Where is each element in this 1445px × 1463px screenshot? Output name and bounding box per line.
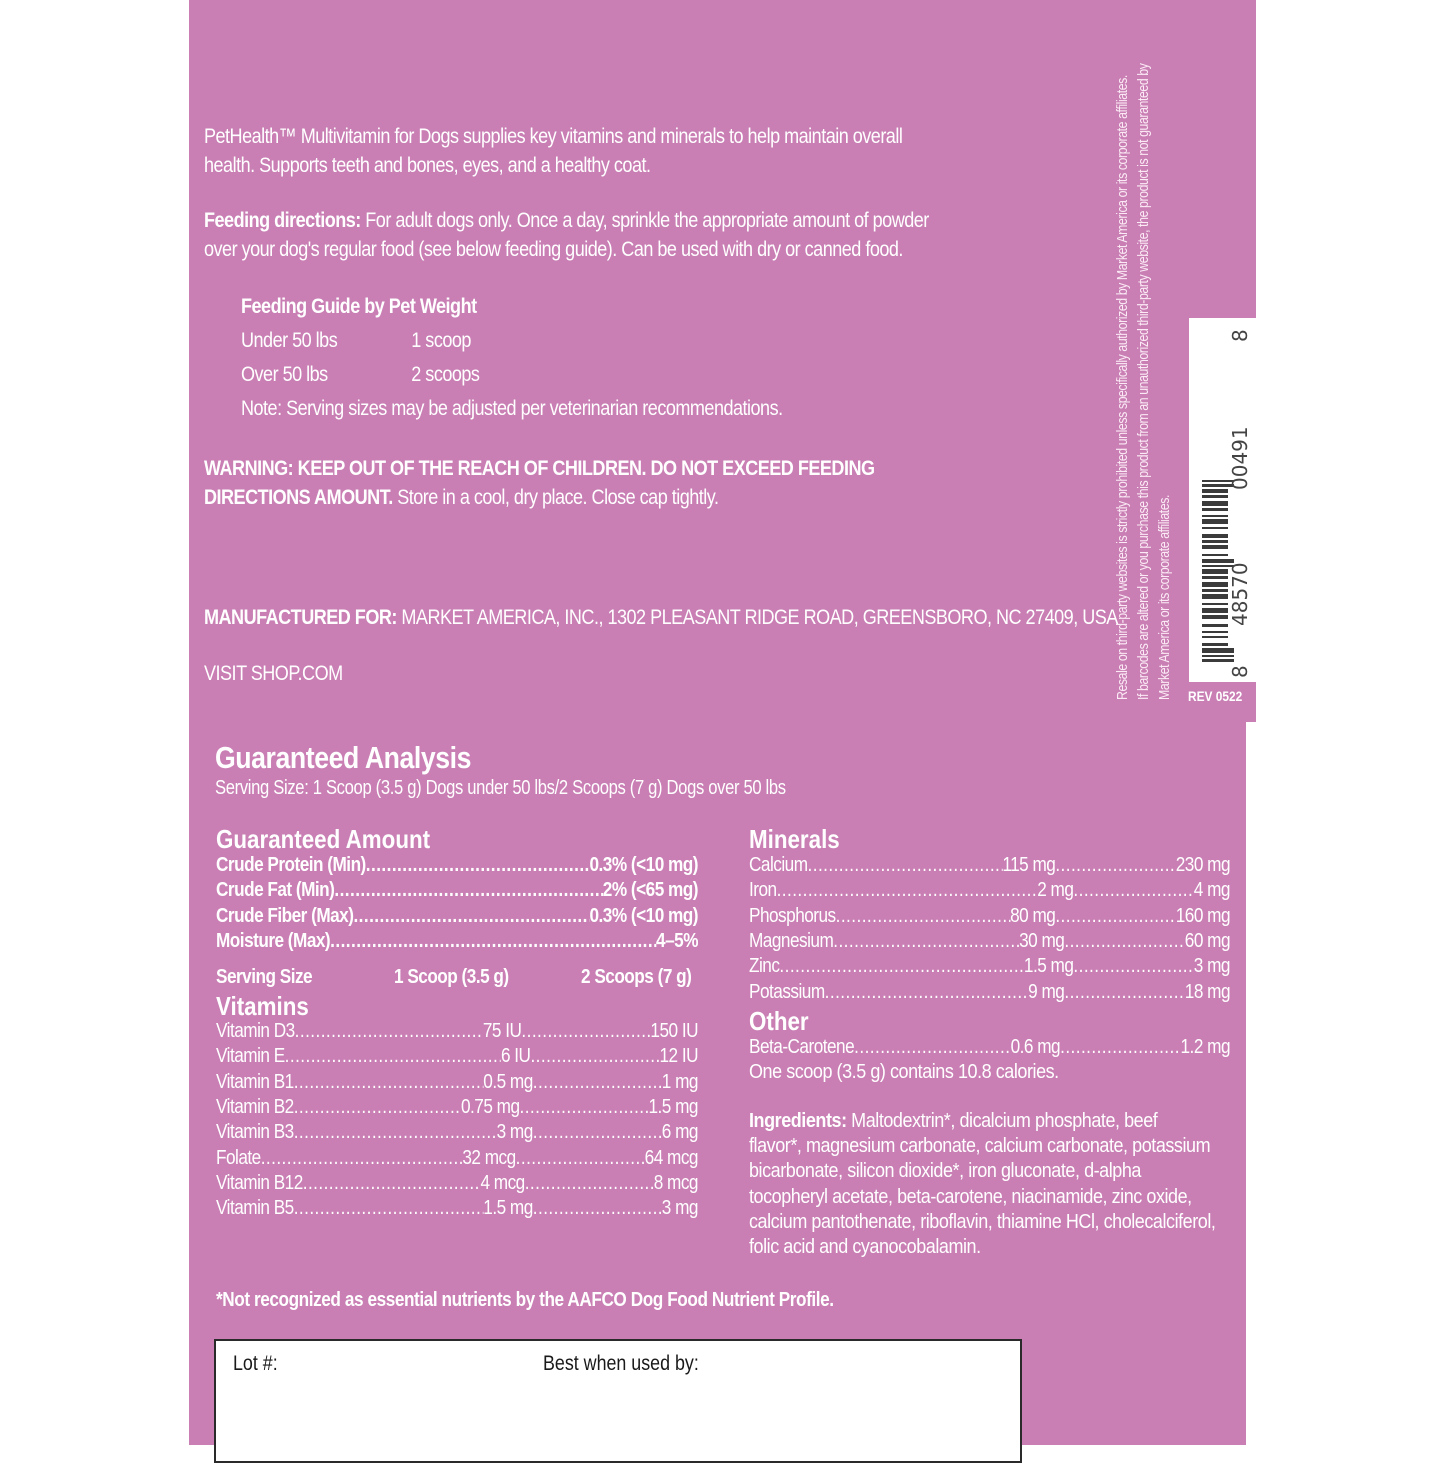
amount-two-scoops: 12 IU xyxy=(659,1045,698,1068)
dot-leader xyxy=(1064,929,1184,954)
ingredients-text: calcium pantothenate, riboflavin, thiamine HCl, cholecalciferol, xyxy=(749,1210,1216,1233)
nutrient-name: Vitamin B3 xyxy=(216,1121,294,1144)
barcode-digit: 8 xyxy=(1228,665,1252,678)
barcode-bars xyxy=(1202,344,1228,662)
feeding-guide-note: Note: Serving sizes may be adjusted per veterinarian recommendations. xyxy=(241,397,783,420)
description-line: PetHealth™ Multivitamin for Dogs supplies key vitamins and minerals to help maintain overall xyxy=(204,125,903,148)
dot-leader xyxy=(533,1070,662,1095)
nutrient-name: Vitamin D3 xyxy=(216,1020,295,1042)
nutrient-name: Iron xyxy=(749,879,777,902)
guaranteed-value: 2% (<65 mg) xyxy=(602,879,698,902)
warning-bold: DIRECTIONS AMOUNT. xyxy=(204,486,393,509)
dot-leader xyxy=(519,1095,648,1120)
dot-leader xyxy=(1055,853,1175,878)
best-by-label: Best when used by: xyxy=(543,1352,699,1375)
disclaimer-line: Market America or its corporate affiliates. xyxy=(1156,495,1173,700)
amount-one-scoop: 30 mg xyxy=(1019,929,1065,952)
vitamin-row xyxy=(216,1196,698,1221)
dot-leader xyxy=(1064,980,1184,1005)
dot-leader xyxy=(825,980,1029,1005)
amount-two-scoops: 1.2 mg xyxy=(1180,1036,1230,1058)
manufacturer-address: MARKET AMERICA, INC., 1302 PLEASANT RIDGE ROAD, GREENSBORO, NC 27409, USA xyxy=(396,606,1118,629)
product-description xyxy=(204,122,902,180)
dot-leader xyxy=(530,1044,659,1069)
dot-leader xyxy=(836,904,1010,929)
dot-leader xyxy=(294,1070,484,1095)
dot-leader xyxy=(854,1035,1010,1060)
storage-instructions: Store in a cool, dry place. Close cap tightly. xyxy=(392,486,719,509)
feeding-guide-row xyxy=(241,358,783,392)
vitamins-heading: Vitamins xyxy=(216,991,309,1021)
vitamin-row xyxy=(216,1070,698,1095)
lot-and-date-box xyxy=(214,1339,1022,1463)
guaranteed-value: 0.3% (<10 mg) xyxy=(589,854,698,876)
nutrient-name: Vitamin B5 xyxy=(216,1197,294,1220)
feeding-directions-text: over your dog's regular food (see below feeding guide). Can be used with dry or canned food. xyxy=(204,238,903,261)
nutrient-name: Beta-Carotene xyxy=(749,1036,855,1058)
revision-code: REV 0522 xyxy=(1188,688,1243,704)
amount-one-scoop: 0.6 mg xyxy=(1010,1036,1061,1058)
dot-leader xyxy=(285,1044,501,1069)
amount-two-scoops: 18 mg xyxy=(1184,980,1230,1003)
dot-leader xyxy=(295,1019,483,1044)
vitamin-row xyxy=(216,1171,698,1196)
mineral-row xyxy=(749,954,1230,979)
amount-two-scoops: 60 mg xyxy=(1184,929,1230,952)
vitamin-row xyxy=(216,1120,698,1145)
amount-one-scoop: 6 IU xyxy=(500,1045,531,1068)
guide-weight: Under 50 lbs xyxy=(241,329,338,352)
guaranteed-amount-heading: Guaranteed Amount xyxy=(216,824,431,854)
vitamin-row xyxy=(216,1146,698,1171)
feeding-directions-text: For adult dogs only. Once a day, sprinkle the appropriate amount of powder xyxy=(360,209,929,232)
ingredients-text: bicarbonate, silicon dioxide*, iron gluconate, d-alpha xyxy=(749,1160,1141,1183)
warning-bold: WARNING: KEEP OUT OF THE REACH OF CHILDREN. DO NOT EXCEED FEEDING xyxy=(204,457,875,480)
amount-one-scoop: 75 IU xyxy=(482,1020,522,1042)
serving-col-two-scoops: 2 Scoops (7 g) xyxy=(581,966,692,988)
other-row xyxy=(749,1035,1230,1060)
serving-col-one-scoop: 1 Scoop (3.5 g) xyxy=(394,966,509,988)
ingredients-text: tocopheryl acetate, beta-carotene, niacinamide, zinc oxide, xyxy=(749,1185,1192,1208)
dot-leader xyxy=(330,929,656,954)
manufacturer-info xyxy=(204,603,1118,632)
nutrient-name: Moisture (Max) xyxy=(216,929,331,952)
dot-leader xyxy=(533,1196,662,1221)
guide-amount: 1 scoop xyxy=(411,329,471,352)
amount-two-scoops: 6 mg xyxy=(661,1121,698,1144)
amount-one-scoop: 80 mg xyxy=(1010,904,1056,927)
ingredients xyxy=(749,1109,1235,1260)
dot-leader xyxy=(1055,904,1175,929)
mineral-row xyxy=(749,853,1230,878)
guaranteed-row xyxy=(216,929,698,954)
feeding-guide xyxy=(241,290,783,426)
warning-text xyxy=(204,454,875,512)
dot-leader xyxy=(1073,878,1193,903)
nutrient-name: Magnesium xyxy=(749,929,834,952)
nutrient-name: Vitamin B1 xyxy=(216,1070,294,1093)
amount-two-scoops: 160 mg xyxy=(1175,904,1230,927)
guide-weight: Over 50 lbs xyxy=(241,363,328,386)
serving-size-label: Serving Size xyxy=(216,966,313,988)
disclaimer-line: Resale on third-party websites is strictly prohibited unless specifically authorized by Market America or its corporate affiliates. xyxy=(1114,75,1131,700)
dot-leader xyxy=(294,1120,497,1145)
dot-leader xyxy=(808,853,1003,878)
barcode-graphic xyxy=(1194,328,1254,678)
dot-leader xyxy=(521,1019,650,1044)
dot-leader xyxy=(533,1120,662,1145)
dot-leader xyxy=(334,878,602,903)
amount-one-scoop: 1.5 mg xyxy=(1023,955,1074,978)
nutrient-name: Crude Protein (Min) xyxy=(216,854,366,876)
amount-two-scoops: 4 mg xyxy=(1193,879,1230,902)
ingredients-label: Ingredients: xyxy=(749,1110,847,1132)
dot-leader xyxy=(353,904,589,929)
amount-two-scoops: 150 IU xyxy=(650,1020,698,1042)
guaranteed-row xyxy=(216,878,698,903)
barcode xyxy=(1189,318,1256,682)
nutrient-name: Vitamin E xyxy=(216,1045,285,1068)
amount-one-scoop: 115 mg xyxy=(1002,854,1056,876)
vitamin-row xyxy=(216,1019,698,1044)
resale-disclaimer xyxy=(1112,10,1175,700)
feeding-directions xyxy=(204,206,929,264)
mineral-row xyxy=(749,929,1230,954)
nutrient-name: Vitamin B2 xyxy=(216,1095,294,1118)
ingredients-text: Maltodextrin*, dicalcium phosphate, beef xyxy=(846,1110,1158,1132)
dot-leader xyxy=(516,1146,645,1171)
dot-leader xyxy=(833,929,1019,954)
lot-number-label: Lot #: xyxy=(233,1352,278,1375)
description-line: health. Supports teeth and bones, eyes, and a healthy coat. xyxy=(204,154,651,177)
dot-leader xyxy=(366,853,590,878)
guaranteed-row xyxy=(216,904,698,929)
barcode-digit: 48570 xyxy=(1228,562,1252,626)
aafco-footnote: *Not recognized as essential nutrients by the AAFCO Dog Food Nutrient Profile. xyxy=(216,1289,834,1311)
amount-two-scoops: 8 mcg xyxy=(653,1171,698,1194)
barcode-digit: 00491 xyxy=(1228,426,1252,490)
amount-one-scoop: 9 mg xyxy=(1028,980,1065,1003)
nutrient-name: Phosphorus xyxy=(749,904,836,927)
barcode-digit: 8 xyxy=(1228,329,1252,342)
serving-size-text: Serving Size: 1 Scoop (3.5 g) Dogs under 50 lbs/2 Scoops (7 g) Dogs over 50 lbs xyxy=(215,777,786,799)
mineral-row xyxy=(749,980,1230,1005)
vitamin-row xyxy=(216,1095,698,1120)
feeding-guide-row xyxy=(241,324,783,358)
amount-one-scoop: 4 mcg xyxy=(480,1171,525,1194)
dot-leader xyxy=(1073,954,1193,979)
amount-one-scoop: 2 mg xyxy=(1037,879,1074,902)
amount-two-scoops: 1.5 mg xyxy=(648,1095,698,1118)
amount-one-scoop: 1.5 mg xyxy=(483,1197,533,1220)
calorie-statement: One scoop (3.5 g) contains 10.8 calories. xyxy=(749,1061,1059,1083)
nutrient-name: Folate xyxy=(216,1146,261,1169)
guaranteed-row xyxy=(216,853,698,878)
mineral-row xyxy=(749,878,1230,903)
nutrient-name: Vitamin B12 xyxy=(216,1171,303,1194)
amount-one-scoop: 0.5 mg xyxy=(483,1070,533,1093)
nutrient-name: Potassium xyxy=(749,980,825,1003)
minerals-heading: Minerals xyxy=(749,824,840,854)
other-heading: Other xyxy=(749,1006,809,1036)
nutrient-name: Crude Fiber (Max) xyxy=(216,904,354,927)
amount-two-scoops: 3 mg xyxy=(1193,955,1230,978)
amount-one-scoop: 3 mg xyxy=(496,1121,533,1144)
nutrient-name: Calcium xyxy=(749,854,808,876)
nutrient-name: Zinc xyxy=(749,955,780,978)
guaranteed-value: 4–5% xyxy=(656,929,698,952)
disclaimer-line: If barcodes are altered or you purchase this product from an unauthorized third-party website, the product is not guaranteed by xyxy=(1135,63,1152,700)
guaranteed-value: 0.3% (<10 mg) xyxy=(589,904,698,927)
amount-two-scoops: 1 mg xyxy=(661,1070,698,1093)
dot-leader xyxy=(294,1095,461,1120)
dot-leader xyxy=(777,878,1038,903)
ingredients-text: folic acid and cyanocobalamin. xyxy=(749,1236,981,1259)
visit-link: VISIT SHOP.COM xyxy=(204,662,343,685)
dot-leader xyxy=(1060,1035,1180,1060)
mineral-row xyxy=(749,904,1230,929)
guaranteed-analysis-title: Guaranteed Analysis xyxy=(215,740,472,775)
feeding-directions-label: Feeding directions: xyxy=(204,209,361,232)
feeding-guide-title: Feeding Guide by Pet Weight xyxy=(241,295,477,318)
dot-leader xyxy=(303,1171,481,1196)
amount-one-scoop: 32 mcg xyxy=(462,1146,516,1169)
amount-two-scoops: 3 mg xyxy=(661,1197,698,1220)
dot-leader xyxy=(294,1196,484,1221)
vitamin-row xyxy=(216,1044,698,1069)
amount-two-scoops: 64 mcg xyxy=(644,1146,698,1169)
manufacturer-label: MANUFACTURED FOR: xyxy=(204,606,397,629)
amount-one-scoop: 0.75 mg xyxy=(460,1095,520,1118)
dot-leader xyxy=(525,1171,654,1196)
guide-amount: 2 scoops xyxy=(411,363,480,386)
amount-two-scoops: 230 mg xyxy=(1175,854,1230,876)
dot-leader xyxy=(779,954,1023,979)
dot-leader xyxy=(261,1146,463,1171)
ingredients-text: flavor*, magnesium carbonate, calcium carbonate, potassium xyxy=(749,1135,1211,1158)
nutrient-name: Crude Fat (Min) xyxy=(216,879,335,902)
